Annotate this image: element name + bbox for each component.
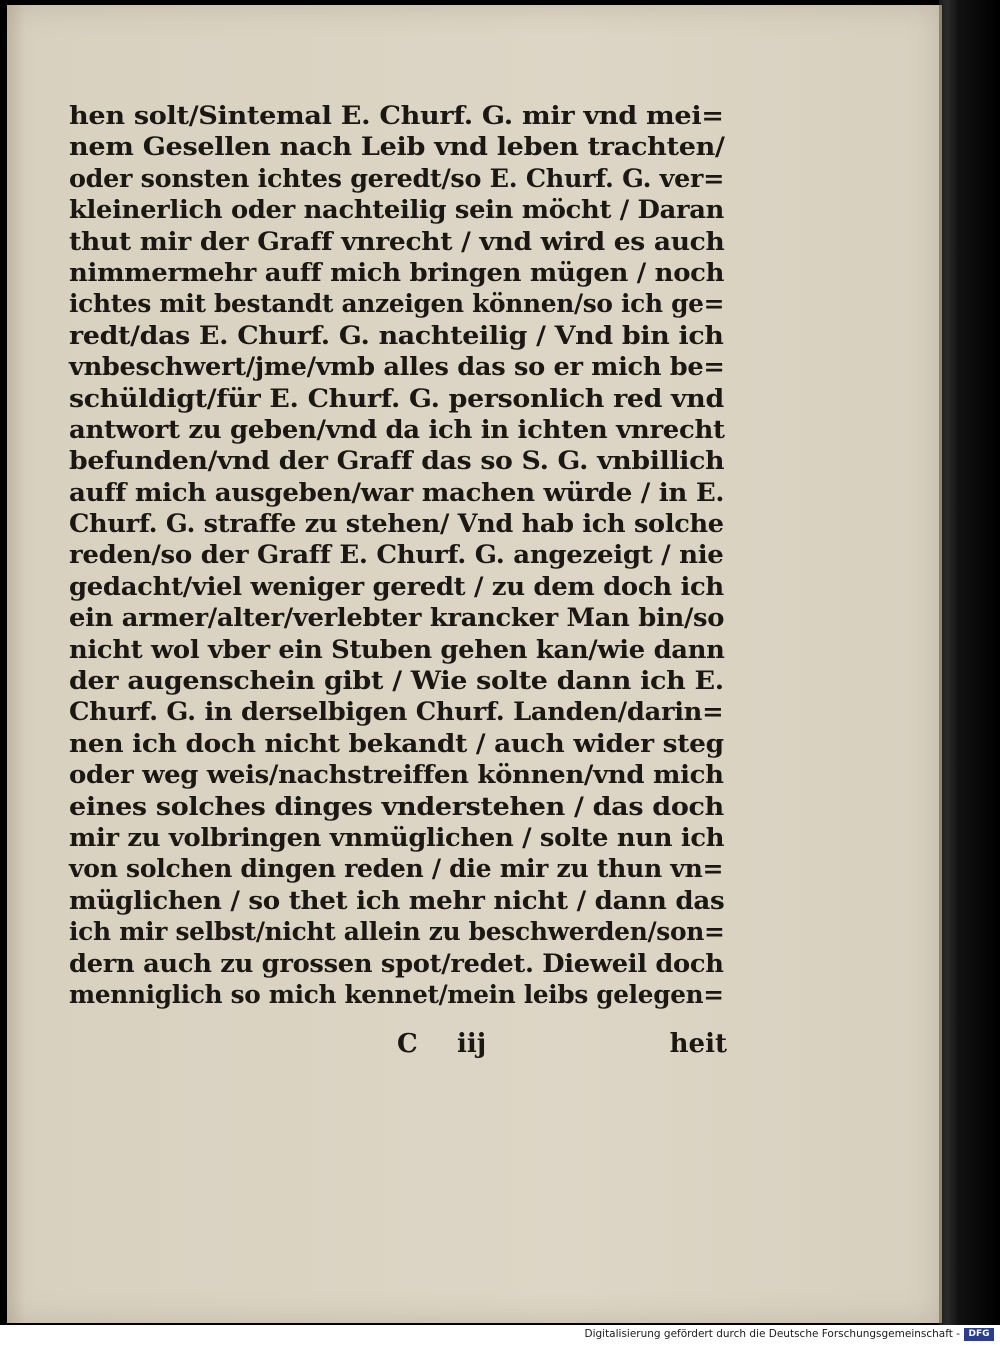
text-line: oder sonsten ichtes geredt/so E. Churf. G. ver= xyxy=(69,163,725,194)
page-text xyxy=(69,101,729,1011)
text-line: nimmermehr auff mich bringen mügen / noch xyxy=(69,257,725,288)
text-line: thut mir der Graff vnrecht / vnd wird es auch xyxy=(69,226,725,257)
signature-mark: C xyxy=(397,1029,418,1059)
footer-bar xyxy=(0,1325,1000,1345)
text-line: befunden/vnd der Graff das so S. G. vnbillich xyxy=(69,446,725,477)
text-line: Churf. G. straffe zu stehen/ Vnd hab ich solche xyxy=(69,509,724,540)
dfg-logo-icon: DFG xyxy=(964,1328,994,1341)
book-page xyxy=(7,5,939,1323)
text-line: menniglich so mich kennet/mein leibs gelegen= xyxy=(69,979,724,1010)
text-line: eines solches dinges vnderstehen / das doch xyxy=(69,791,724,822)
text-line: oder weg weis/nachstreiffen können/vnd mich xyxy=(69,760,724,791)
text-line: nicht wol vber ein Stuben gehen kan/wie dann xyxy=(69,634,725,665)
text-line: der augenschein gibt / Wie solte dann ich E. xyxy=(69,666,724,697)
text-line: müglichen / so thet ich mehr nicht / dann das xyxy=(69,885,725,916)
text-line: antwort zu geben/vnd da ich in ichten vnrecht xyxy=(69,414,725,445)
text-line: redt/das E. Churf. G. nachteilig / Vnd bin ich xyxy=(69,320,724,351)
catchword: heit xyxy=(669,1029,727,1059)
text-line: vnbeschwert/jme/vmb alles das so er mich be= xyxy=(69,352,725,383)
text-line: auff mich ausgeben/war machen würde / in E. xyxy=(69,477,725,508)
page-edge-line xyxy=(939,5,942,1323)
text-line: nem Gesellen nach Leib vnd leben trachten/ xyxy=(69,132,725,163)
text-line: kleinerlich oder nachteilig sein möcht / Daran xyxy=(69,195,725,226)
page-edge xyxy=(939,0,1000,1325)
text-line: mir zu volbringen vnmüglichen / solte nun ich xyxy=(69,822,725,853)
text-line: ein armer/alter/verlebter krancker Man bin/so xyxy=(69,603,725,634)
digitization-credit: Digitalisierung gefördert durch die Deutsche Forschungsgemeinschaft - xyxy=(584,1328,960,1340)
text-line: schüldigt/für E. Churf. G. personlich red vnd xyxy=(69,383,724,414)
text-line: gedacht/viel weniger geredt / zu dem doch ich xyxy=(69,571,724,602)
text-line: hen solt/Sintemal E. Churf. G. mir vnd mei= xyxy=(69,101,724,131)
text-line: von solchen dingen reden / die mir zu thun vn= xyxy=(69,854,724,885)
text-line: ich mir selbst/nicht allein zu beschwerden/son= xyxy=(69,917,725,948)
signature-line xyxy=(397,1029,727,1069)
signature-number: iij xyxy=(457,1029,487,1059)
text-line: dern auch zu grossen spot/redet. Dieweil doch xyxy=(69,948,724,979)
text-line: reden/so der Graff E. Churf. G. angezeigt / nie xyxy=(69,540,724,571)
text-line: ichtes mit bestandt anzeigen können/so ich ge= xyxy=(69,289,725,320)
text-line: nen ich doch nicht bekandt / auch wider steg xyxy=(69,728,724,759)
text-line: Churf. G. in derselbigen Churf. Landen/darin= xyxy=(69,697,724,728)
